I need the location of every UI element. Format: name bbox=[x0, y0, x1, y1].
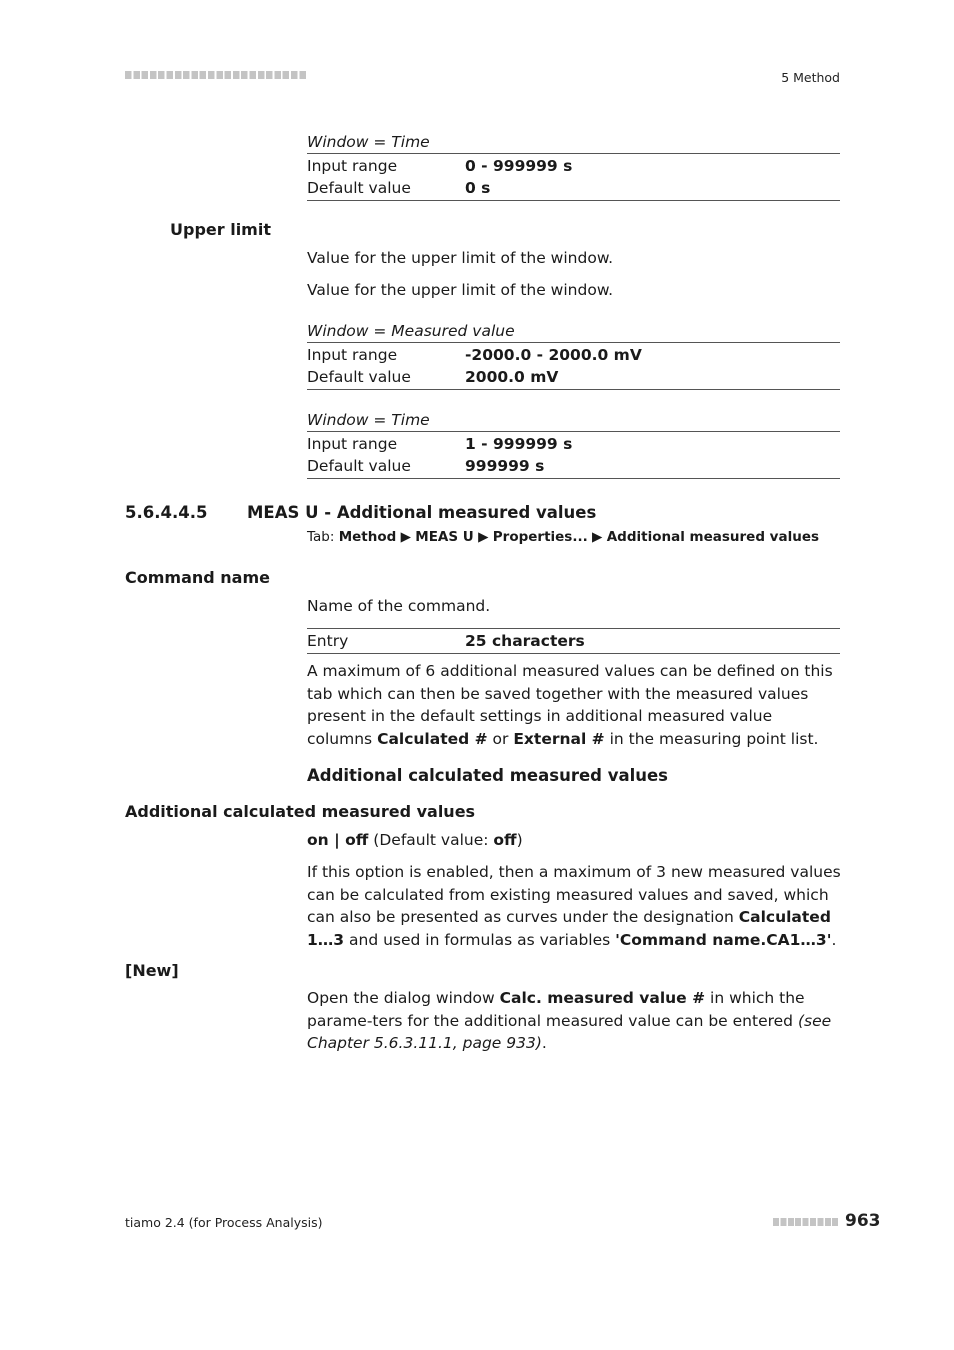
option-off: off bbox=[345, 831, 369, 849]
row-value: 999999 s bbox=[465, 457, 545, 475]
section-title: MEAS U - Additional measured values bbox=[247, 503, 597, 522]
window-measured-value-table bbox=[307, 320, 840, 390]
bold-term: Calc. measured value # bbox=[499, 989, 706, 1007]
window-time-table-2 bbox=[307, 409, 840, 479]
tab-path-prefix: Tab: bbox=[307, 529, 335, 545]
text-run: in which the parame-ters for the additional measured value can be entered bbox=[307, 989, 805, 1030]
upper-limit-label: Upper limit bbox=[170, 220, 271, 239]
table-row bbox=[307, 177, 840, 199]
row-value: 2000.0 mV bbox=[465, 368, 559, 386]
command-name-label: Command name bbox=[125, 568, 270, 587]
path-separator-icon: ▶ bbox=[592, 529, 603, 545]
section-number: 5.6.4.4.5 bbox=[125, 503, 208, 522]
bold-term: 'Command name.CA1…3' bbox=[615, 930, 832, 949]
tab-path bbox=[307, 529, 819, 545]
text-run: (Default value: bbox=[368, 831, 494, 849]
window-time-table-1 bbox=[307, 131, 840, 201]
tab-path-item: MEAS U bbox=[415, 529, 474, 545]
path-separator-icon: ▶ bbox=[478, 529, 489, 545]
text-run: . bbox=[541, 1034, 547, 1052]
row-key: Default value bbox=[307, 179, 411, 197]
row-value: 0 - 999999 s bbox=[465, 157, 573, 175]
table-caption: Window = Time bbox=[307, 133, 430, 151]
row-key: Input range bbox=[307, 346, 398, 364]
command-name-desc: Name of the command. bbox=[307, 597, 491, 615]
text-run: If this option is enabled, then a maximum of 3 new measured values can be calculated from existing measured values and saved, which can also be presented as curves under the designation bbox=[307, 863, 841, 926]
bold-term: Calculated 1…3 bbox=[307, 908, 831, 949]
row-key: Default value bbox=[307, 368, 411, 386]
tab-path-item: Additional measured values bbox=[606, 529, 820, 545]
tab-path-item: Properties... bbox=[492, 529, 588, 545]
upper-limit-desc-1: Value for the upper limit of the window. bbox=[307, 249, 613, 267]
footer-product: tiamo 2.4 (for Process Analysis) bbox=[125, 1215, 323, 1230]
additional-calc-paragraph bbox=[307, 861, 842, 951]
row-value: -2000.0 - 2000.0 mV bbox=[465, 346, 642, 364]
row-value: 1 - 999999 s bbox=[465, 435, 573, 453]
table-row bbox=[307, 630, 840, 652]
row-key: Input range bbox=[307, 435, 398, 453]
text-run: ) bbox=[516, 831, 523, 849]
table-caption: Window = Measured value bbox=[307, 322, 515, 340]
text-run: or bbox=[487, 729, 514, 748]
table-row bbox=[307, 344, 840, 366]
bold-term: External # bbox=[513, 729, 605, 748]
table-row bbox=[307, 155, 840, 177]
bold-term: Calculated # bbox=[377, 729, 488, 748]
footer-decoration bbox=[773, 1218, 839, 1226]
chapter-reference-link[interactable]: (see Chapter 5.6.3.11.1, page 933) bbox=[307, 1011, 832, 1052]
path-separator-icon: ▶ bbox=[400, 529, 411, 545]
header-decoration bbox=[125, 71, 307, 79]
text-run: Open the dialog window bbox=[307, 989, 500, 1007]
new-button-paragraph bbox=[307, 987, 842, 1055]
new-button-label: [New] bbox=[125, 961, 179, 980]
table-row bbox=[307, 455, 840, 477]
text-run: and used in formulas as variables bbox=[344, 930, 616, 949]
page-number: 963 bbox=[845, 1211, 881, 1231]
tab-path-item: Method bbox=[338, 529, 397, 545]
table-caption: Window = Time bbox=[307, 411, 430, 429]
row-key: Default value bbox=[307, 457, 411, 475]
subheading: Additional calculated measured values bbox=[307, 766, 669, 785]
command-name-entry-table bbox=[307, 628, 840, 654]
row-value: 0 s bbox=[465, 179, 491, 197]
additional-calc-label: Additional calculated measured values bbox=[125, 802, 476, 821]
row-value: 25 characters bbox=[465, 632, 585, 650]
option-on: on bbox=[307, 831, 329, 849]
running-header-chapter: 5 Method bbox=[781, 70, 840, 85]
text-run: in the measuring point list. bbox=[604, 729, 819, 748]
table-row bbox=[307, 366, 840, 388]
default-value: off bbox=[493, 831, 517, 849]
row-key: Entry bbox=[307, 632, 349, 650]
text-run: . bbox=[831, 930, 837, 949]
upper-limit-desc-2: Value for the upper limit of the window. bbox=[307, 281, 613, 299]
option-separator: | bbox=[328, 831, 346, 849]
command-name-paragraph bbox=[307, 660, 842, 750]
additional-calc-options bbox=[307, 829, 842, 852]
row-key: Input range bbox=[307, 157, 398, 175]
table-row bbox=[307, 433, 840, 455]
text-run: A maximum of 6 additional measured values can be defined on this tab which can then be saved together with the measured values present in the default settings in additional measured value columns bbox=[307, 662, 833, 748]
